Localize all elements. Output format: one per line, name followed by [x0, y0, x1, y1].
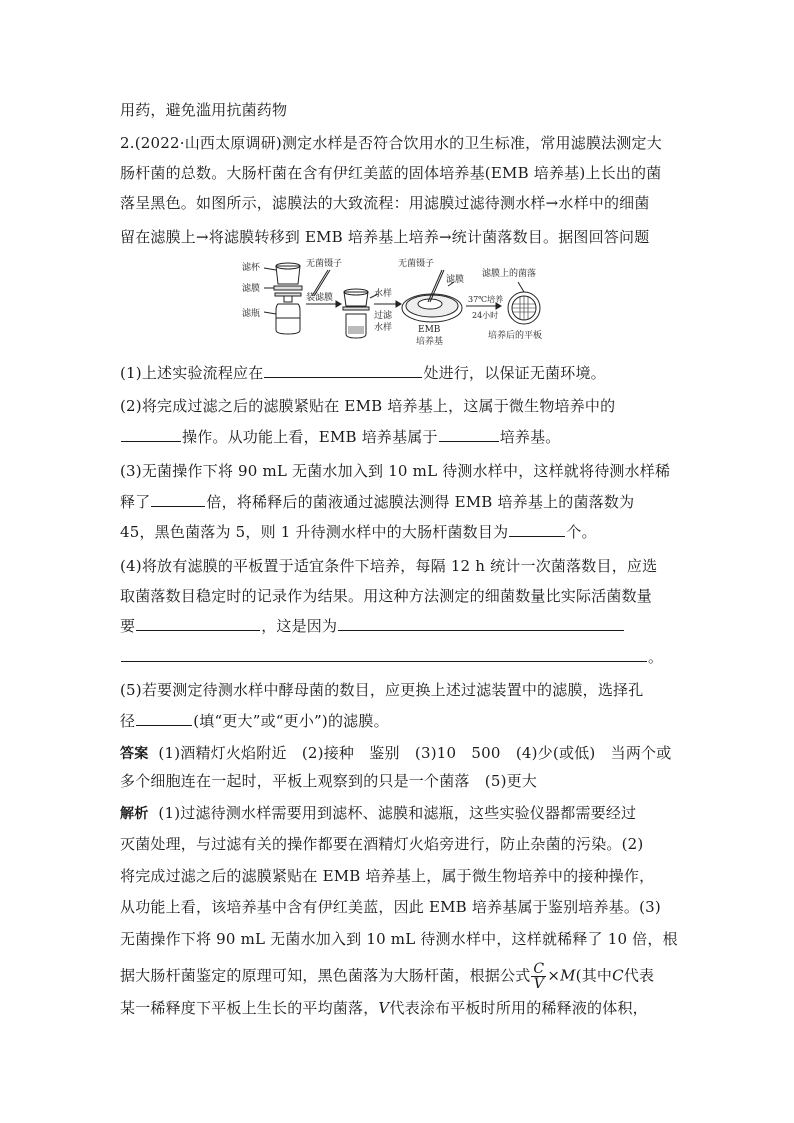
- fraction-numerator: C: [533, 961, 545, 977]
- label-filter-2: 水样: [374, 323, 393, 333]
- answer-blank[interactable]: [136, 710, 192, 726]
- question-3-cont: [120, 491, 634, 512]
- explanation-line: 灭菌处理，与过滤有关的操作都要在酒精灯火焰旁进行，防止杂菌的污染。(2): [120, 835, 644, 853]
- explanation-line: [120, 803, 636, 824]
- answer-blank[interactable]: [439, 426, 499, 442]
- answer-blank[interactable]: [136, 615, 260, 631]
- text: 径: [120, 712, 136, 730]
- label-membrane-2: 滤膜: [446, 275, 465, 285]
- answer-text: (1)酒精灯火焰附近 (2)接种 鉴别 (3)10 500 (4)少(或低) 当两个或: [158, 744, 672, 762]
- text: 倍，将稀释后的菌液通过滤膜法测得 EMB 培养基上的菌落数为: [206, 493, 635, 511]
- text: 操作。从功能上看，EMB 培养基属于: [182, 428, 438, 446]
- text: 释了: [120, 493, 151, 511]
- answer-line: 多个细胞连在一起时，平板上观察到的只是一个菌落 (5)更大: [120, 772, 538, 790]
- text: 代表涂布平板时所用的稀释液的体积，: [389, 999, 648, 1017]
- text: 45，黑色菌落为 5，则 1 升待测水样中的大肠杆菌数目为: [120, 523, 509, 541]
- label-water: 水样: [374, 289, 393, 299]
- formula-fraction: [531, 962, 546, 991]
- question-4-cont: 取菌落数目稳定时的记录作为结果。用这种方法测定的细菌数量比实际活菌数量: [120, 587, 653, 605]
- label-culture-time: 24小时: [472, 311, 499, 320]
- text-line: 落呈黑色。如图所示，滤膜法的大致流程：用滤膜过滤待测水样→水样中的细菌: [120, 194, 650, 212]
- label-culture-temp: 37℃培养: [468, 295, 504, 304]
- formula-variable: C: [612, 966, 624, 985]
- formula-variable: V: [378, 999, 390, 1017]
- explanation-line: 将完成过滤之后的滤膜紧贴在 EMB 培养基上，属于微生物培养中的接种操作，: [120, 867, 655, 885]
- fraction-denominator: V: [533, 976, 545, 992]
- text-line: 肠杆菌的总数。大肠杆菌在含有伊红美蓝的固体培养基(EMB 培养基)上长出的菌: [120, 164, 662, 182]
- label-plate: 培养后的平板: [488, 331, 543, 341]
- label-tweezer-2: 无菌镊子: [398, 259, 435, 269]
- answer-line: [120, 743, 671, 764]
- text-line: 用药，避免滥用抗菌药物: [120, 101, 288, 119]
- label-install: 装滤膜: [306, 293, 334, 303]
- answer-blank[interactable]: [264, 362, 422, 378]
- explanation-text: (1)过滤待测水样需要用到滤杯、滤膜和滤瓶，这些实验仪器都需要经过: [158, 804, 637, 822]
- question-2-stem: 2.(2022·山西太原调研)测定水样是否符合饮用水的卫生标准，常用滤膜法测定大: [120, 134, 662, 152]
- question-5: (5)若要测定待测水样中酵母菌的数目，应更换上述过滤装置中的滤膜，选择孔: [120, 681, 644, 699]
- explanation-line: 从功能上看，该培养基中含有伊红美蓝，因此 EMB 培养基属于鉴别培养基。(3): [120, 898, 661, 916]
- explanation-line: [120, 998, 648, 1018]
- question-3: (3)无菌操作下将 90 mL 无菌水加入到 10 mL 待测水样中，这样就将待测水样稀: [120, 462, 671, 480]
- answer-blank[interactable]: [121, 426, 181, 442]
- label-emb: EMB: [418, 325, 441, 335]
- text: (填“更大”或“更小”)的滤膜。: [193, 712, 389, 730]
- label-membrane: 滤膜: [242, 284, 261, 294]
- label-cup: 滤杯: [242, 263, 261, 273]
- text: ×: [547, 966, 561, 985]
- question-4-cont: [120, 646, 663, 667]
- label-filter-1: 过滤: [374, 311, 393, 321]
- text: 。: [648, 648, 664, 666]
- experiment-diagram: [240, 256, 570, 348]
- question-5-cont: [120, 710, 389, 731]
- answer-blank[interactable]: [121, 646, 647, 662]
- label-colony: 滤膜上的菌落: [482, 269, 537, 279]
- text: 某一稀释度下平板上生长的平均菌落，: [120, 999, 379, 1017]
- label-emb-medium: 培养基: [416, 337, 444, 347]
- text: (其中: [575, 966, 613, 985]
- question-2-cont: [120, 426, 561, 447]
- answer-label: 答案: [120, 746, 149, 762]
- label-bottle: 滤瓶: [242, 309, 261, 319]
- text: ，这是因为: [261, 617, 338, 635]
- explanation-line: [120, 962, 654, 991]
- question-1: [120, 362, 606, 383]
- text: (1)上述实验流程应在: [120, 364, 264, 382]
- question-4: (4)将放有滤膜的平板置于适宜条件下培养，每隔 12 h 统计一次菌落数目，应选: [120, 557, 658, 575]
- label-tweezer-1: 无菌镊子: [306, 259, 343, 269]
- text: 代表: [623, 966, 655, 985]
- answer-blank[interactable]: [151, 491, 205, 507]
- text: 处进行，以保证无菌环境。: [423, 364, 606, 382]
- answer-blank[interactable]: [338, 615, 624, 631]
- question-2: (2)将完成过滤之后的滤膜紧贴在 EMB 培养基上，这属于微生物培养中的: [120, 397, 616, 415]
- text: 据大肠杆菌鉴定的原理可知，黑色菌落为大肠杆菌，根据公式: [120, 966, 531, 985]
- explanation-line: 无菌操作下将 90 mL 无菌水加入到 10 mL 待测水样中，这样就稀释了 10 倍，根: [120, 930, 678, 948]
- text-line: 留在滤膜上→将滤膜转移到 EMB 培养基上培养→统计菌落数目。据图回答问题: [120, 228, 650, 246]
- question-4-cont: [120, 615, 625, 636]
- question-3-cont: [120, 521, 597, 542]
- text: 个。: [566, 523, 597, 541]
- text: 要: [120, 617, 136, 635]
- text: 培养基。: [499, 428, 561, 446]
- formula-variable: M: [560, 966, 576, 985]
- explanation-label: 解析: [120, 806, 149, 822]
- answer-blank[interactable]: [509, 521, 565, 537]
